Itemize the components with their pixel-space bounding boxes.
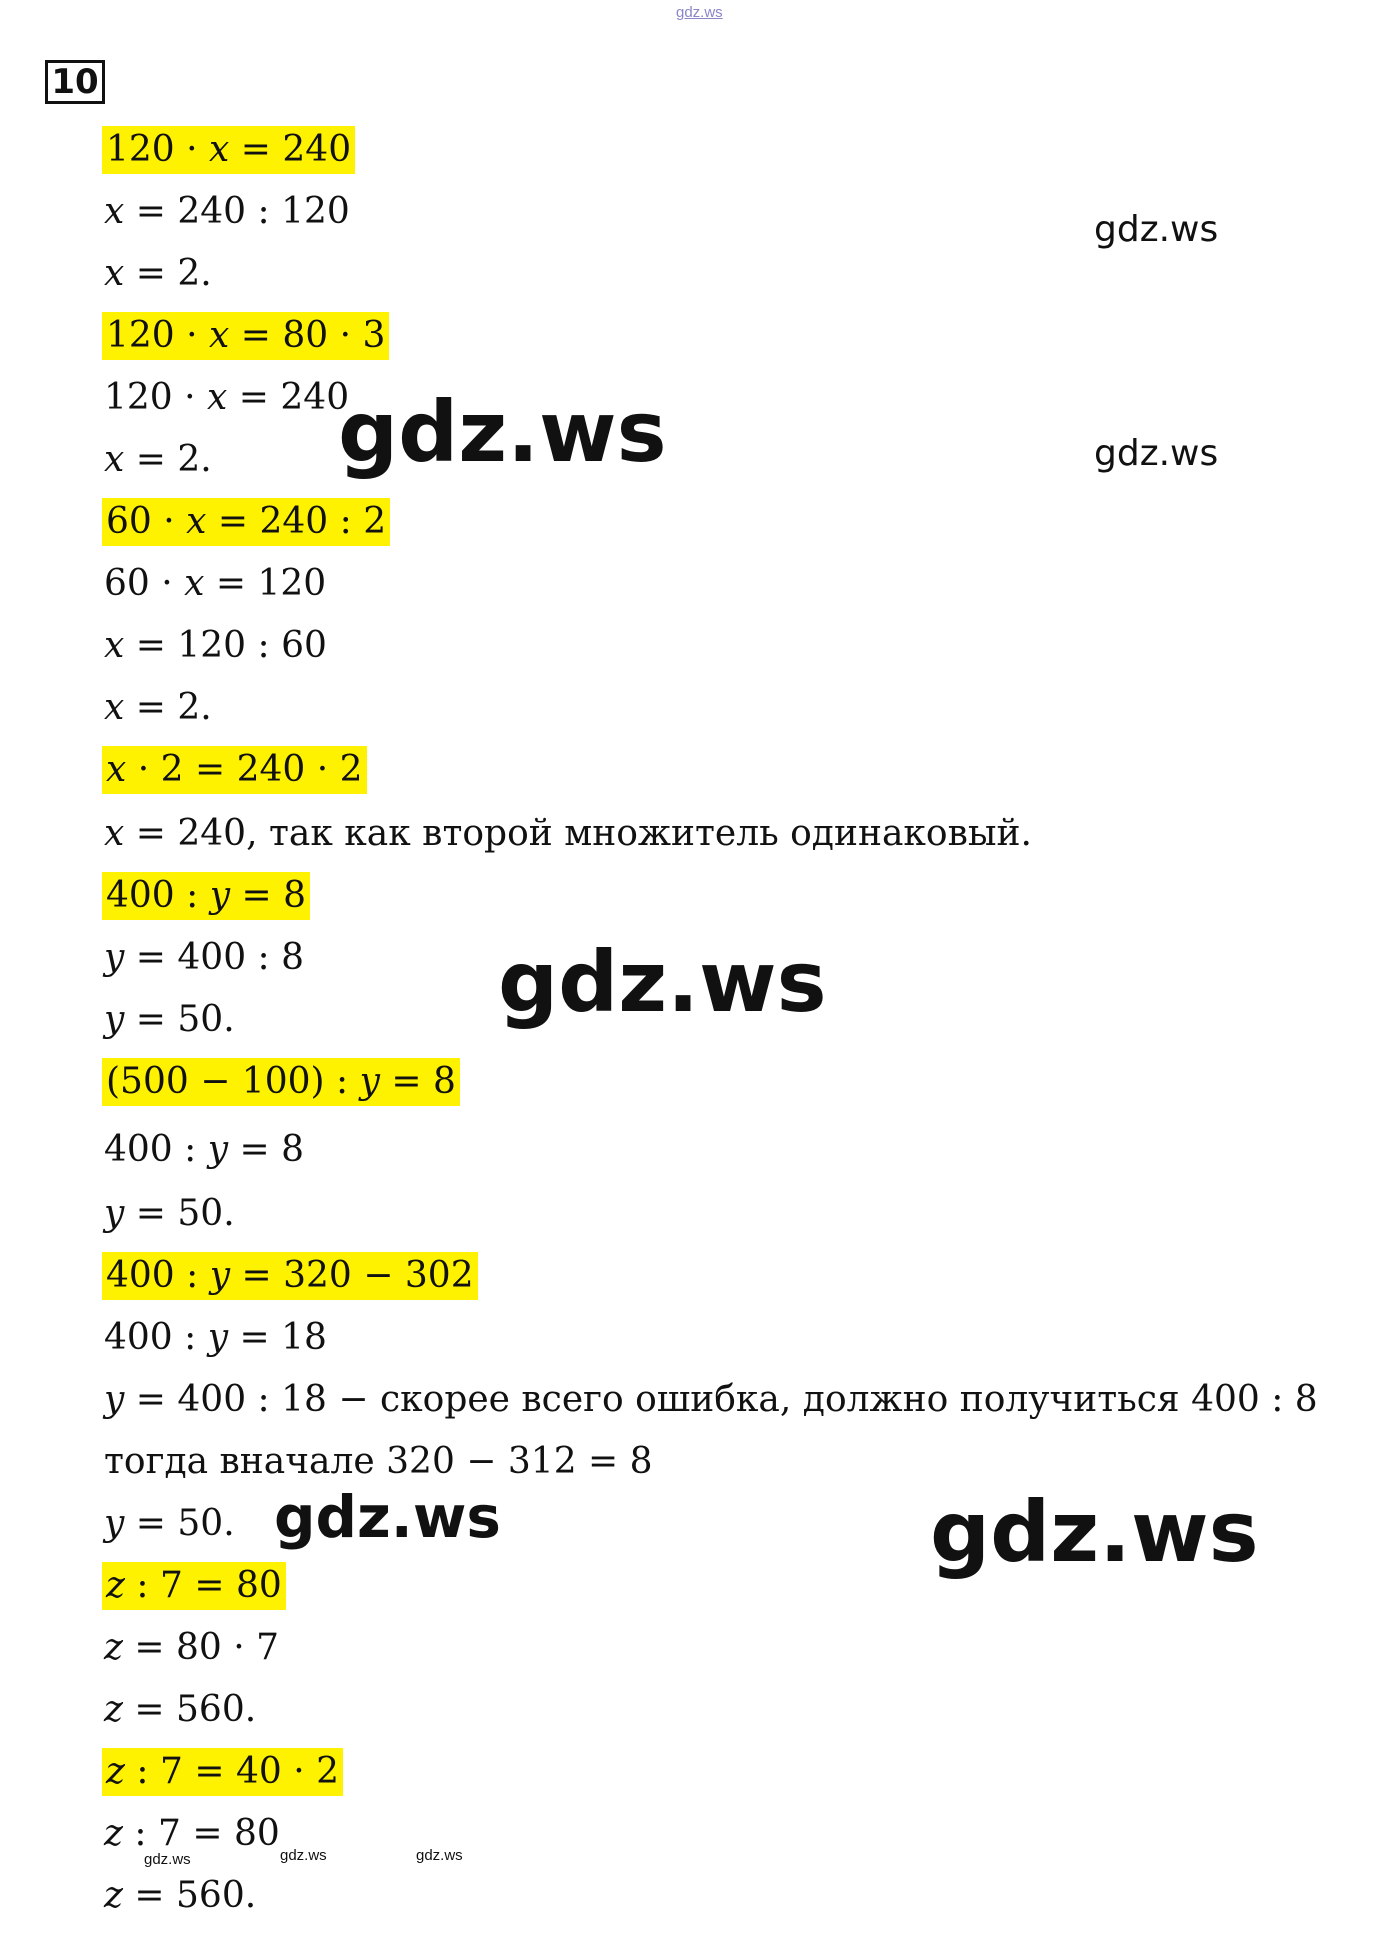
solution-line: 𝑥 = 2. [104,439,212,480]
solution-line: 𝑥 = 240, так как второй множитель одинаковый. [104,813,1032,854]
watermark: gdz.ws [498,933,827,1031]
solution-line: 𝑦 = 50. [104,1503,235,1544]
solution-line: 𝑦 = 50. [104,999,235,1040]
solution-line: тогда вначале 320 − 312 = 8 [104,1441,653,1482]
solution-line: 𝑧 = 560. [104,1875,257,1916]
watermark: gdz.ws [274,1483,501,1551]
watermark: gdz.ws [930,1483,1259,1581]
solution-line: 𝑦 = 50. [104,1193,235,1234]
solution-line: 𝑥 = 120 : 60 [104,625,327,666]
solution-line: 𝑥 = 2. [104,253,212,294]
solution-line: 120 · 𝑥 = 240 [104,377,350,418]
watermark: gdz.ws [338,383,667,481]
watermark: gdz.ws [1094,209,1219,250]
watermark: gdz.ws [280,1847,327,1864]
watermark: gdz.ws [416,1847,463,1864]
solution-line: 𝑥 · 2 = 240 · 2 [102,746,367,794]
solution-line: 400 : 𝑦 = 8 [104,1129,305,1170]
solution-line: 𝑧 : 7 = 80 [104,1813,280,1854]
solution-line: 𝑧 = 80 · 7 [104,1627,280,1668]
solution-line: 𝑦 = 400 : 18 − скорее всего ошибка, должно получиться 400 : 8 [104,1379,1318,1420]
solution-line: 𝑧 : 7 = 40 · 2 [102,1748,343,1796]
solution-line: 400 : 𝑦 = 320 − 302 [102,1252,478,1300]
solution-line: 120 · 𝑥 = 240 [102,126,355,174]
solution-line: 𝑥 = 240 : 120 [104,191,350,232]
solution-line: 400 : 𝑦 = 18 [104,1317,327,1358]
solution-line: 𝑧 : 7 = 80 [102,1562,286,1610]
solution-line: 400 : 𝑦 = 8 [102,872,310,920]
solution-line: 60 · 𝑥 = 120 [104,563,327,604]
solution-line: 120 · 𝑥 = 80 · 3 [102,312,389,360]
task-number-box: 10 [45,60,105,104]
solution-line: (500 − 100) : 𝑦 = 8 [102,1058,460,1106]
solution-line: 𝑦 = 400 : 8 [104,937,305,978]
watermark: gdz.ws [144,1851,191,1868]
solution-line: 𝑥 = 2. [104,687,212,728]
solution-line: 60 · 𝑥 = 240 : 2 [102,498,390,546]
watermark: gdz.ws [1094,433,1219,474]
site-mark-top: gdz.ws [676,4,723,21]
solution-line: 𝑧 = 560. [104,1689,257,1730]
